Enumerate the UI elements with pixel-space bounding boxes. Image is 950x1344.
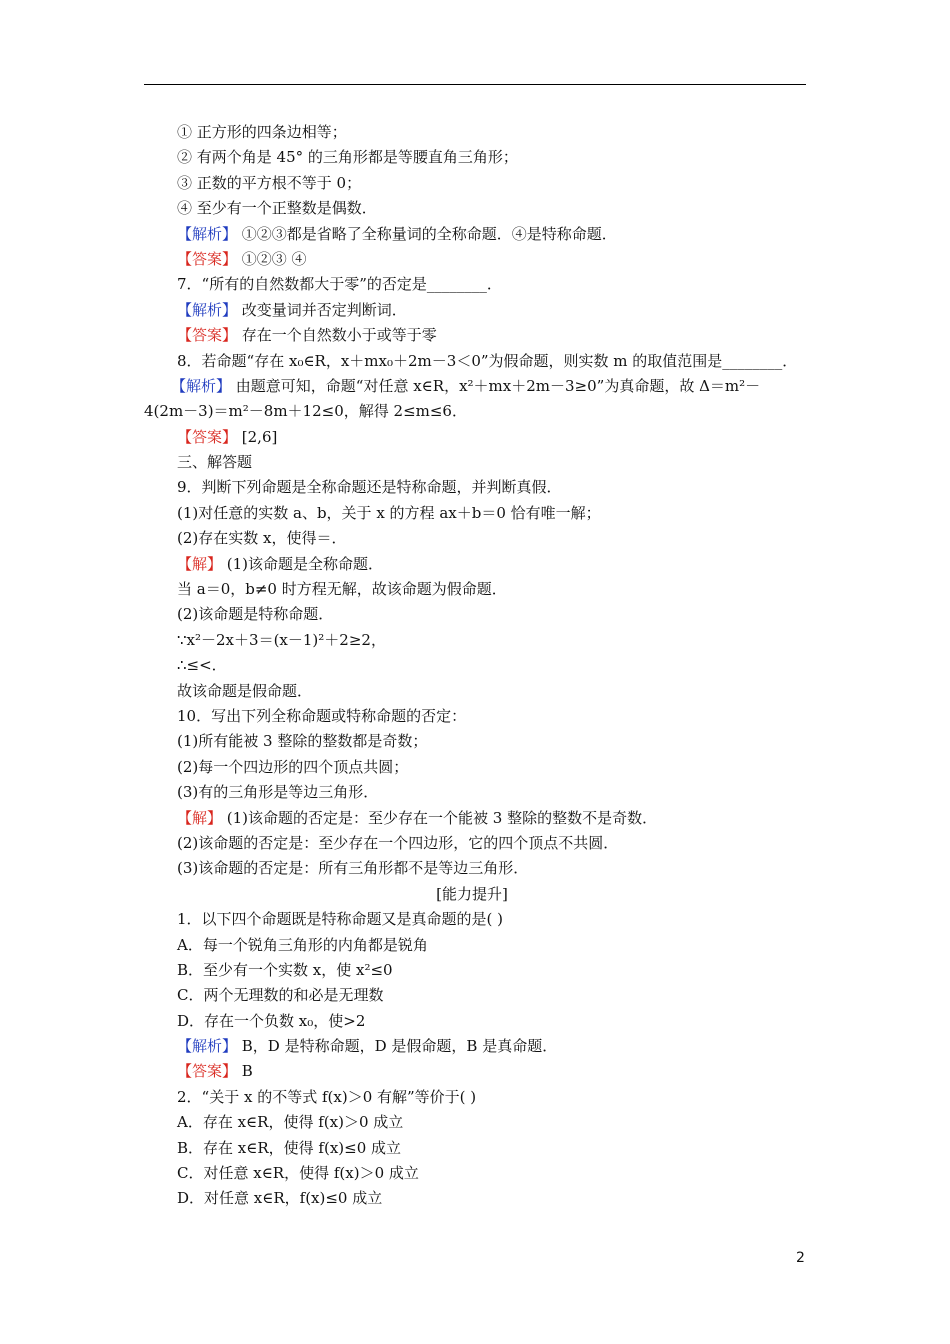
text-line: [177, 425, 817, 450]
text-line: [177, 196, 817, 221]
text-line: [177, 475, 817, 500]
text-line: [177, 755, 817, 780]
label-tag: 【解析】: [171, 376, 232, 395]
line-text: [2,6]: [237, 427, 278, 446]
text-line: [177, 323, 817, 348]
line-text: D．对任意 x∈R，f(x)≤0 成立: [177, 1189, 383, 1208]
line-text: B．存在 x∈R，使得 f(x)≤0 成立: [177, 1138, 402, 1157]
text-line: [177, 1085, 817, 1110]
line-text: ∵x²－2x＋3＝(x－1)²＋2≥2，: [177, 630, 386, 649]
line-text: (3)该命题的否定是：所有三角形都不是等边三角形．: [177, 859, 529, 878]
text-line: [177, 907, 817, 932]
text-line: [177, 983, 817, 1008]
label-tag: 【解】: [177, 808, 223, 827]
text-line: [177, 780, 817, 805]
text-line: [177, 1136, 817, 1161]
text-line: [177, 577, 817, 602]
line-text: ①②③都是省略了全称量词的全称命题．④是特称命题．: [237, 224, 617, 243]
text-line: [177, 806, 817, 831]
text-line: [177, 856, 817, 881]
document-body: [144, 120, 817, 1212]
page-number: 2: [796, 1250, 805, 1266]
text-line: [177, 349, 817, 374]
text-line: [177, 882, 767, 907]
line-text: 改变量词并否定判断词．: [237, 300, 407, 319]
line-text: B: [237, 1062, 253, 1081]
line-text: D．存在一个负数 x₀，使>2: [177, 1011, 366, 1030]
label-tag: 【解析】: [177, 300, 238, 319]
line-text: ④ 至少有一个正整数是偶数．: [177, 199, 377, 218]
text-line: [177, 1161, 817, 1186]
text-line: [177, 120, 817, 145]
line-text: 1．以下四个命题既是特称命题又是真命题的是( ): [177, 910, 504, 929]
line-text: ① 正方形的四条边相等；: [177, 123, 347, 141]
line-text: 三、解答题: [177, 453, 253, 472]
text-line: [177, 653, 817, 678]
header-rule: [144, 84, 806, 85]
label-tag: 【答案】: [177, 427, 238, 446]
line-text: ①②③ ④: [237, 249, 307, 268]
line-text: 2．“关于 x 的不等式 f(x)＞0 有解”等价于( ): [177, 1087, 477, 1106]
text-line: [177, 526, 817, 551]
text-line: [177, 958, 817, 983]
text-line: [177, 247, 817, 272]
text-line: [177, 729, 817, 754]
line-text: (1)该命题是全称命题．: [222, 554, 384, 573]
line-text: C．对任意 x∈R，使得 f(x)＞0 成立: [177, 1164, 419, 1183]
text-line: [177, 933, 817, 958]
line-text: (3)有的三角形是等边三角形．: [177, 783, 379, 802]
text-line: [144, 399, 817, 424]
text-line: [177, 679, 817, 704]
text-line: [177, 1186, 817, 1211]
line-text: B，D 是特称命题，D 是假命题，B 是真命题．: [237, 1037, 558, 1056]
text-line: [177, 1110, 817, 1135]
text-line: [177, 1059, 817, 1084]
line-text: A．存在 x∈R，使得 f(x)＞0 成立: [177, 1113, 404, 1132]
line-text: (1)所有能被 3 整除的整数都是奇数；: [177, 732, 428, 751]
line-text: (2)该命题的否定是：至少存在一个四边形，它的四个顶点不共圆．: [177, 833, 619, 852]
line-text: 10．写出下列全称命题或特称命题的否定：: [177, 706, 467, 725]
text-line: [177, 602, 817, 627]
text-line: [177, 1009, 817, 1034]
line-text: 故该命题是假命题．: [177, 681, 313, 700]
label-tag: 【解】: [177, 554, 223, 573]
label-tag: 【答案】: [177, 326, 238, 345]
line-text: (2)存在实数 x，使得＝．: [177, 529, 347, 548]
label-tag: 【解析】: [177, 1037, 238, 1056]
line-text: [能力提升]: [436, 884, 508, 903]
text-line: [177, 628, 817, 653]
label-tag: 【答案】: [177, 249, 238, 268]
line-text: 7．“所有的自然数都大于零”的否定是________．: [177, 275, 502, 294]
text-line: [177, 450, 817, 475]
line-text: (2)每一个四边形的四个顶点共圆；: [177, 757, 409, 776]
line-text: (1)该命题的否定是：至少存在一个能被 3 整除的整数不是奇数．: [222, 808, 658, 827]
label-tag: 【解析】: [177, 224, 238, 243]
line-text: C．两个无理数的和必是无理数: [177, 986, 384, 1005]
line-text: (2)该命题是特称命题．: [177, 605, 334, 624]
text-line: [171, 374, 817, 399]
line-text: B．至少有一个实数 x，使 x²≤0: [177, 960, 393, 979]
line-text: 存在一个自然数小于或等于零: [237, 326, 437, 345]
line-text: (1)对任意的实数 a、b，关于 x 的方程 ax＋b＝0 恰有唯一解；: [177, 503, 601, 522]
line-text: 9．判断下列命题是全称命题还是特称命题，并判断真假．: [177, 478, 562, 497]
text-line: [177, 704, 817, 729]
line-text: 由题意可知，命题“对任意 x∈R，x²＋mx＋2m－3≥0”为真命题，故 Δ＝m²－: [231, 376, 761, 395]
line-text: 当 a＝0，b≠0 时方程无解，故该命题为假命题．: [177, 580, 507, 599]
line-text: A．每一个锐角三角形的内角都是锐角: [177, 935, 428, 954]
line-text: ∴≤<．: [177, 656, 227, 675]
line-text: ③ 正数的平方根不等于 0；: [177, 173, 362, 192]
text-line: [177, 552, 817, 577]
text-line: [177, 171, 817, 196]
text-line: [177, 501, 817, 526]
line-text: 8．若命题“存在 x₀∈R，x＋mx₀＋2m－3＜0”为假命题，则实数 m 的取值范围是________．: [177, 351, 798, 370]
line-text: ② 有两个角是 45° 的三角形都是等腰直角三角形；: [177, 148, 518, 167]
text-line: [177, 831, 817, 856]
text-line: [177, 1034, 817, 1059]
label-tag: 【答案】: [177, 1062, 238, 1081]
line-text: 4(2m－3)＝m²－8m＋12≤0，解得 2≤m≤6．: [144, 402, 467, 421]
text-line: [177, 298, 817, 323]
text-line: [177, 272, 817, 297]
text-line: [177, 222, 817, 247]
text-line: [177, 145, 817, 170]
